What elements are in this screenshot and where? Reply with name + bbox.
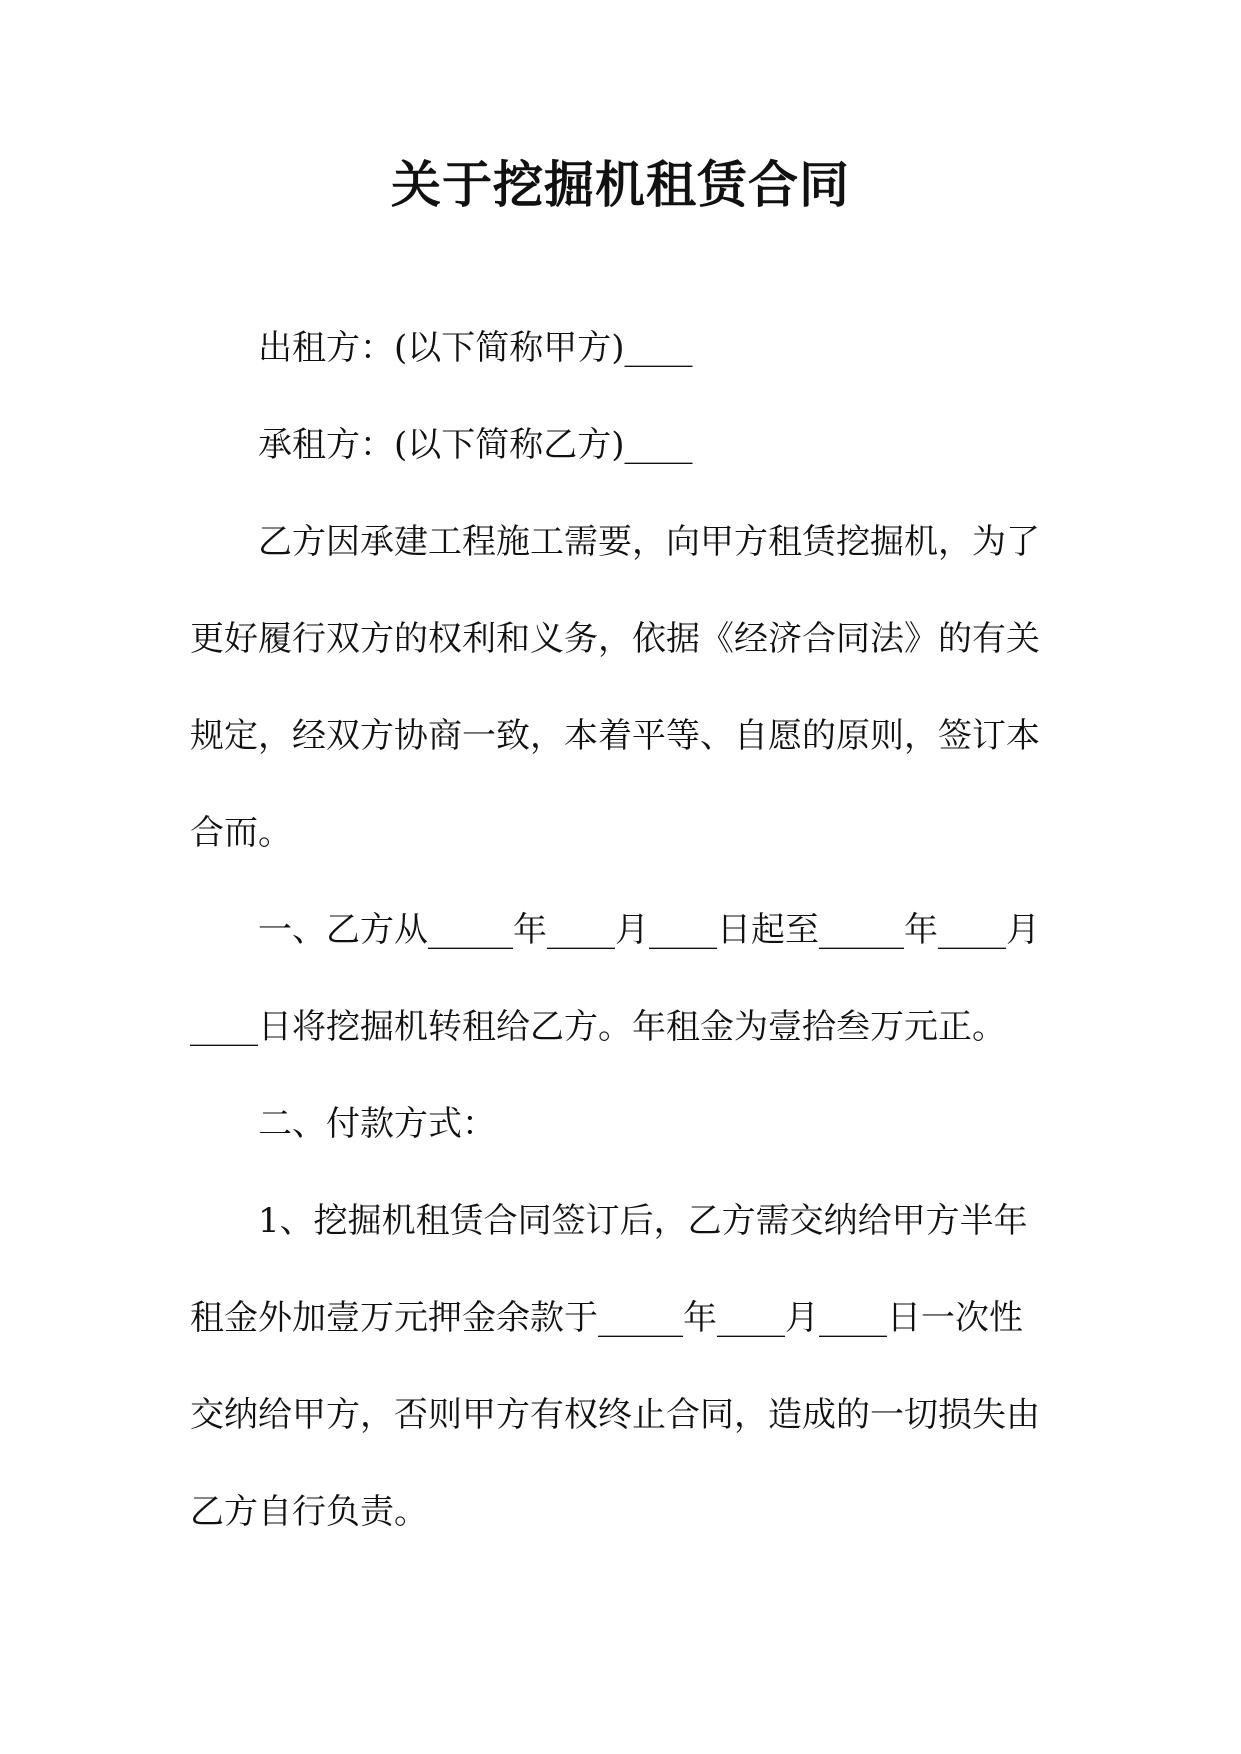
- clause-one-paragraph: 一、乙方从_____年____月____日起至_____年____月____日将挖掘机转租给乙方。年租金为壹拾叁万元正。: [190, 910, 1040, 1047]
- lessee-line: 承租方：(以下简称乙方)____: [258, 425, 693, 465]
- preamble-paragraph: 乙方因承建工程施工需要，向甲方租赁挖掘机，为了更好履行双方的权利和义务，依据《经济合同法》的有关规定，经双方协商一致，本着平等、自愿的原则，签订本合而。: [190, 522, 1040, 853]
- lessor-line: 出租方：(以下简称甲方)____: [258, 328, 693, 368]
- document-body: [190, 300, 1050, 1561]
- clause-two-item-one: 1、挖掘机租赁合同签订后，乙方需交纳给甲方半年租金外加壹万元押金余款于_____年____月____日一次性交纳给甲方，否则甲方有权终止合同，造成的一切损失由乙方自行负责。: [190, 1201, 1040, 1532]
- document-title: 关于挖掘机租赁合同: [391, 155, 850, 214]
- clause-two-heading: 二、付款方式：: [258, 1104, 496, 1144]
